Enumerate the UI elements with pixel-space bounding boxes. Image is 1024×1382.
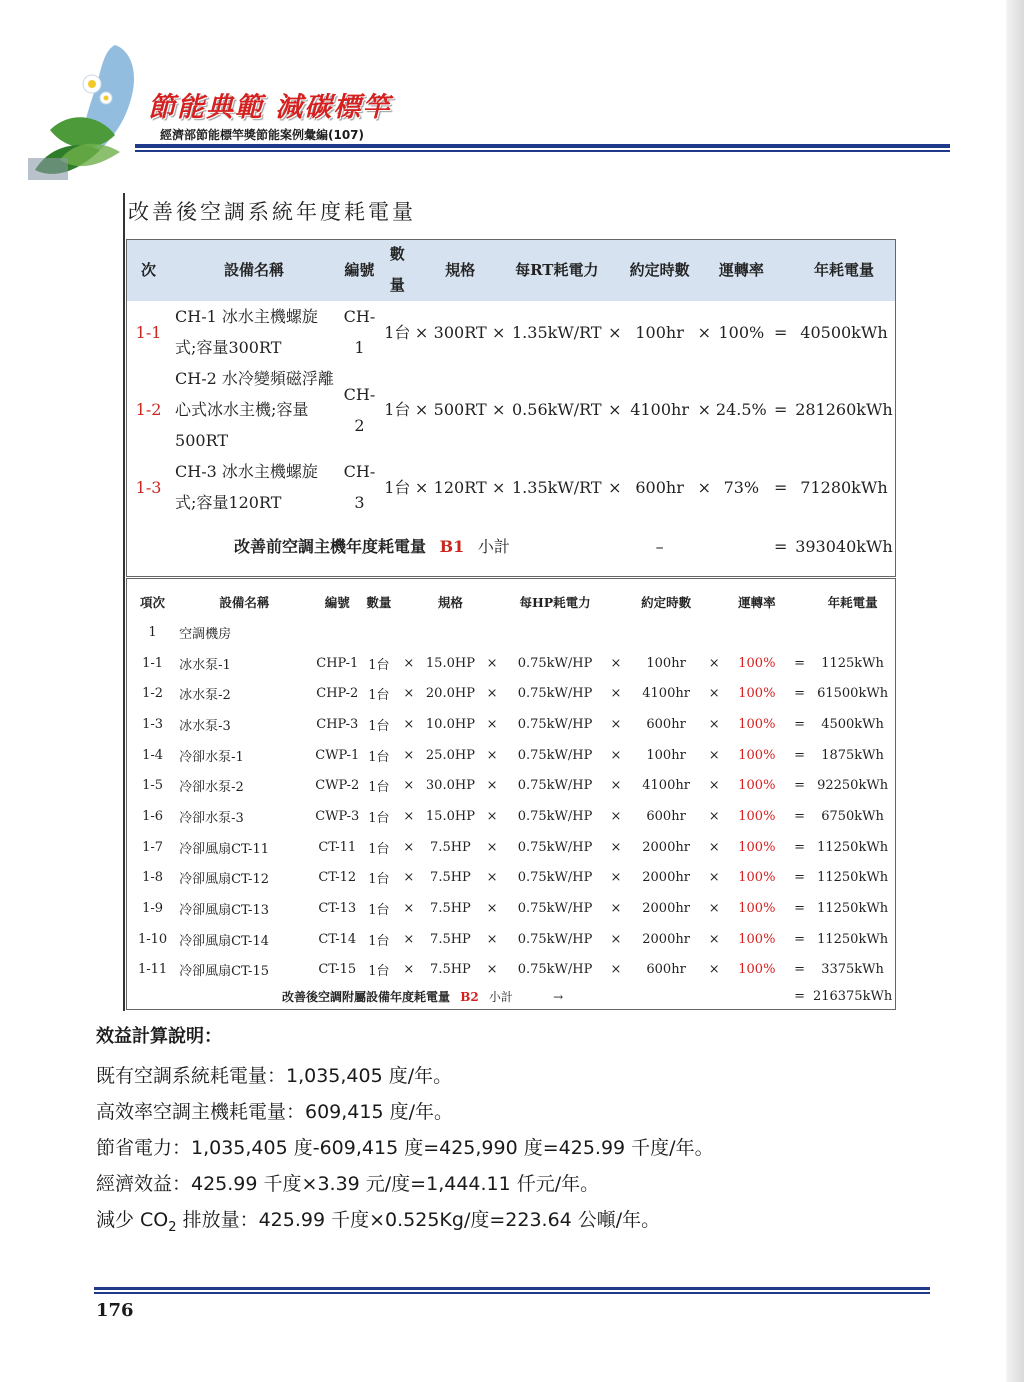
times-sign: × [403,901,415,917]
times-sign: × [608,477,622,497]
equipment-id: CWP-1 [315,747,360,763]
spec: 20.0HP [425,686,475,702]
col-header: 每RT耗電力 [515,260,599,279]
table-row [126,301,896,363]
annual-kwh: 3375kWh [821,962,884,978]
page-number: 176 [96,1300,134,1321]
equipment-id: CT-12 [318,870,357,886]
hours: 2000hr [642,870,690,886]
times-sign: × [610,686,622,702]
power-per-hp: 0.75kW/HP [517,808,593,824]
times-sign: × [610,962,622,978]
quantity: 1台 [368,810,390,826]
times-sign: × [708,870,720,886]
times-sign: × [492,322,506,342]
power-per-rt: 1.35kW/RT [512,477,602,497]
row-no: 1-6 [142,808,164,824]
footer-rule-thin [94,1292,930,1294]
times-sign: × [403,962,415,978]
equipment-id: CWP-2 [315,778,360,794]
times-sign: × [708,778,720,794]
hours: 100hr [646,747,686,763]
table-row [128,648,896,679]
power-per-hp: 0.75kW/HP [517,716,593,732]
quantity: 1台 [368,872,390,888]
subtotal-row [128,985,896,1007]
row-no: 1-4 [142,747,164,763]
equipment-name: 冷卻風扇CT-13 [179,903,269,919]
col-header: 年耗電量 [827,595,878,610]
quantity: 1台 [368,688,390,704]
times-sign: × [610,808,622,824]
operating-rate: 100% [738,870,776,886]
equipment-name: 冷卻風扇CT-15 [179,964,269,980]
equipment-name: 冷卻風扇CT-11 [179,841,269,857]
spec: 500RT [433,400,487,419]
col-header [395,587,423,617]
row-no: 1-1 [142,655,164,671]
table-row [128,740,896,771]
row-no: 1-1 [135,322,162,342]
group-name: 空調機房 [179,626,232,642]
table-row [128,955,896,986]
power-per-hp: 0.75kW/HP [517,901,593,917]
col-header: 年耗電量 [813,260,874,279]
spec: 300RT [433,322,487,342]
hours: 4100hr [642,778,690,794]
operating-rate: 100% [738,839,776,855]
hours: 100hr [635,322,684,342]
operating-rate: 100% [738,931,776,947]
quantity: 1台 [368,903,390,919]
times-sign: × [486,808,498,824]
quantity: 1台 [368,964,390,980]
co2-subscript: 2 [168,1219,177,1235]
subtotal-code: B2 [460,989,479,1004]
times-sign: × [610,839,622,855]
power-per-rt: 1.35kW/RT [512,322,602,342]
spec: 30.0HP [425,778,475,794]
equipment-name: CH-2 水冷變頻磁浮離心式冰水主機;容量500RT [175,369,334,450]
hours: 100hr [646,655,686,671]
spec: 7.5HP [430,901,471,917]
col-header: 數量 [389,245,405,294]
times-sign: × [610,901,622,917]
annual-kwh: 11250kWh [817,839,889,855]
spec: 25.0HP [425,747,475,763]
equipment-id: CHP-3 [316,716,359,732]
times-sign: × [403,839,415,855]
table-row [128,924,896,955]
benefit-title: 效益計算說明： [96,1026,222,1047]
times-sign: × [708,931,720,947]
annual-kwh: 11250kWh [817,901,889,917]
operating-rate: 100% [738,962,776,978]
times-sign: × [610,655,622,671]
power-per-hp: 0.75kW/HP [517,931,593,947]
spec: 120RT [433,477,487,497]
subtotal-code: B1 [439,536,465,556]
benefit-section [96,1022,714,1246]
times-sign: × [403,931,415,947]
quantity: 1台 [384,322,411,342]
annual-kwh: 40500kWh [800,322,888,342]
arrow-icon: → [553,989,564,1004]
quantity: 1台 [368,749,390,765]
table-header-row [128,587,896,617]
equipment-name: CH-1 冰水主機螺旋式;容量300RT [175,307,318,357]
table-row [128,863,896,894]
header-rule-thin [135,150,950,152]
col-header [790,587,809,617]
times-sign: × [414,322,429,342]
operating-rate: 100% [738,747,776,763]
times-sign: × [608,322,622,342]
times-sign: × [610,747,622,763]
table-header-row [126,239,896,301]
table-row [128,709,896,740]
hours: 2000hr [642,839,690,855]
times-sign: × [403,655,415,671]
table-row [126,363,896,456]
annual-kwh: 11250kWh [817,931,889,947]
equals-sign: = [794,901,805,917]
power-per-hp: 0.75kW/HP [517,839,593,855]
equipment-name: 冰水泵-3 [179,718,231,734]
power-per-hp: 0.75kW/HP [517,962,593,978]
subtotal-label [128,985,628,1007]
power-per-hp: 0.75kW/HP [517,778,593,794]
col-header: 次 [141,260,157,279]
col-header [413,239,431,301]
equipment-name: 冰水泵-2 [179,688,231,704]
times-sign: × [708,808,720,824]
col-header [769,239,792,301]
annual-kwh: 11250kWh [817,870,889,886]
times-sign: × [697,322,712,342]
spec: 15.0HP [425,808,475,824]
equals-sign: = [794,870,805,886]
times-sign: × [610,778,622,794]
equipment-id: CH-3 [343,462,376,512]
times-sign: × [492,477,506,497]
taiwan-leaf-logo-icon [20,40,150,190]
times-sign: × [403,808,415,824]
power-per-hp: 0.75kW/HP [517,870,593,886]
row-no: 1-3 [142,716,164,732]
col-header [604,587,627,617]
subtotal-label-text: 改善後空調附屬設備年度耗電量 [282,989,451,1004]
hours: 600hr [646,808,686,824]
row-no: 1-10 [137,931,168,947]
operating-rate: 24.5% [715,400,767,419]
operating-rate: 100% [738,686,776,702]
hours: 2000hr [642,901,690,917]
operating-rate: 100% [738,716,776,732]
equipment-name: 冷卻風扇CT-12 [179,872,269,888]
spec: 7.5HP [430,870,471,886]
col-header: 每HP耗電力 [519,595,591,610]
chiller-energy-table [126,239,896,574]
row-no: 1-5 [142,778,164,794]
times-sign: × [486,778,498,794]
equals-sign: = [773,322,788,342]
annual-kwh: 71280kWh [800,477,888,497]
equipment-name: 冰水泵-1 [179,657,231,673]
equals-sign: = [794,655,805,671]
subtotal-label [126,518,624,574]
times-sign: × [708,962,720,978]
annual-kwh: 92250kWh [817,778,889,794]
times-sign: × [610,716,622,732]
col-header: 數量 [366,595,392,610]
annual-kwh: 1125kWh [821,655,884,671]
equipment-id: CHP-2 [316,686,359,702]
quantity: 1台 [368,933,390,949]
col-header [606,239,624,301]
col-header: 編號 [344,260,375,279]
operating-rate: 100% [738,655,776,671]
col-header: 約定時數 [641,595,692,610]
annual-kwh: 281260kWh [795,400,893,419]
spec: 7.5HP [430,839,471,855]
header-rule [135,144,950,148]
times-sign: × [486,747,498,763]
equipment-id: CT-15 [318,962,357,978]
spec: 15.0HP [425,655,475,671]
times-sign: × [610,931,622,947]
equals-sign: = [794,686,805,702]
col-header: 設備名稱 [219,595,270,610]
benefit-line: 經濟效益：425.99 千度×3.39 元/度=1,444.11 仟元/年。 [96,1173,600,1195]
col-header: 運轉率 [718,260,764,279]
subtotal-dash: – [655,536,664,556]
hours: 4100hr [630,400,689,419]
spec: 7.5HP [430,931,471,947]
row-no: 1-2 [135,400,162,419]
col-header [705,587,724,617]
times-sign: × [610,870,622,886]
footer-rule [94,1287,930,1290]
col-header: 項次 [140,595,166,610]
col-header: 編號 [324,595,350,610]
times-sign: × [414,400,429,419]
section-frame-line [123,193,125,1011]
times-sign: × [486,716,498,732]
equipment-id: CT-11 [318,839,357,855]
equals-sign: = [794,747,805,763]
equipment-id: CWP-3 [315,808,360,824]
hours: 600hr [646,716,686,732]
group-no: 1 [148,624,157,640]
spec: 10.0HP [425,716,475,732]
equals-sign: = [794,931,805,947]
hours: 600hr [635,477,684,497]
table-row [128,893,896,924]
header-subtitle: 經濟部節能標竿獎節能案例彙編(107) [160,128,365,142]
row-no: 1-11 [137,962,168,978]
row-no: 1-7 [142,839,164,855]
operating-rate: 73% [723,477,760,497]
times-sign: × [697,400,712,419]
times-sign: × [486,962,498,978]
operating-rate: 100% [718,322,765,342]
power-per-hp: 0.75kW/HP [517,747,593,763]
equals-sign: = [773,477,788,497]
quantity: 1台 [368,841,390,857]
quantity: 1台 [384,477,411,497]
hours: 2000hr [642,931,690,947]
times-sign: × [486,870,498,886]
subtotal-kwh: 216375kWh [812,988,893,1004]
co2-suffix: 排放量：425.99 千度×0.525Kg/度=223.64 公噸/年。 [176,1209,661,1231]
header-title: 節能典範 減碳標竿 [148,92,392,123]
times-sign: × [403,747,415,763]
group-row [128,617,896,648]
operating-rate: 100% [738,901,776,917]
benefit-line: 既有空調系統耗電量：1,035,405 度/年。 [96,1065,453,1087]
row-no: 1-9 [142,901,164,917]
times-sign: × [403,686,415,702]
equipment-id: CH-2 [343,384,376,435]
times-sign: × [708,655,720,671]
times-sign: × [486,839,498,855]
table-row [128,770,896,801]
section-title: 改善後空調系統年度耗電量 [128,200,416,224]
annual-kwh: 1875kWh [821,747,884,763]
equals-sign: = [794,962,805,978]
equipment-id: CT-13 [318,901,357,917]
row-no: 1-2 [142,686,164,702]
equipment-name: 冷卻風扇CT-14 [179,933,269,949]
equipment-name: 冷卻水泵-1 [179,749,244,765]
times-sign: × [403,716,415,732]
times-sign: × [486,901,498,917]
times-sign: × [492,400,506,419]
subtotal-suffix: 小計 [477,536,510,556]
times-sign: × [403,870,415,886]
operating-rate: 100% [738,778,776,794]
times-sign: × [708,716,720,732]
subtotal-label-text: 改善前空調主機年度耗電量 [234,536,427,556]
col-header [695,239,713,301]
benefit-line-co2 [96,1202,714,1246]
annual-kwh: 6750kWh [821,808,884,824]
col-header: 運轉率 [738,595,776,610]
equals-sign: = [794,839,805,855]
benefit-line: 節省電力：1,035,405 度-609,415 度=425,990 度=425.99 千度/年。 [96,1137,714,1159]
col-header [478,587,506,617]
equipment-name: 冷卻水泵-2 [179,780,244,796]
table-row [128,801,896,832]
equals-sign: = [794,778,805,794]
equals-sign: = [794,808,805,824]
row-no: 1-3 [135,477,162,497]
equals-sign: = [794,716,805,732]
times-sign: × [708,901,720,917]
annual-kwh: 61500kWh [817,686,889,702]
quantity: 1台 [384,400,411,419]
page-header [20,40,940,190]
co2-prefix: 減少 CO [96,1209,169,1231]
times-sign: × [697,477,712,497]
equals-sign: = [794,988,805,1004]
equipment-id: CH-1 [343,307,376,357]
benefit-line: 高效率空調主機耗電量：609,415 度/年。 [96,1101,454,1123]
row-no: 1-8 [142,870,164,886]
page-edge-strip [1006,0,1024,1382]
times-sign: × [708,839,720,855]
power-per-rt: 0.56kW/RT [512,400,602,419]
times-sign: × [708,747,720,763]
col-header: 約定時數 [629,260,690,279]
annual-kwh: 4500kWh [821,716,884,732]
quantity: 1台 [368,780,390,796]
times-sign: × [414,477,429,497]
subtotal-row [126,518,896,574]
quantity: 1台 [368,657,390,673]
power-per-hp: 0.75kW/HP [517,655,593,671]
times-sign: × [403,778,415,794]
table-row [126,456,896,518]
equipment-id: CHP-1 [316,655,359,671]
col-header: 規格 [437,595,463,610]
equipment-id: CT-14 [318,931,357,947]
times-sign: × [608,400,622,419]
auxiliary-energy-table [128,587,896,1007]
col-header: 設備名稱 [223,260,284,279]
subtotal-suffix: 小計 [488,989,513,1004]
quantity: 1台 [368,718,390,734]
table-row [128,832,896,863]
col-header [490,239,508,301]
power-per-hp: 0.75kW/HP [517,686,593,702]
spec: 7.5HP [430,962,471,978]
col-header: 規格 [445,260,476,279]
hours: 4100hr [642,686,690,702]
times-sign: × [708,686,720,702]
equipment-name: 冷卻水泵-3 [179,810,244,826]
operating-rate: 100% [738,808,776,824]
subtotal-kwh: 393040kWh [795,536,893,556]
equipment-name: CH-3 冰水主機螺旋式;容量120RT [175,462,318,512]
table-row [128,678,896,709]
times-sign: × [486,655,498,671]
times-sign: × [486,931,498,947]
equals-sign: = [773,536,788,556]
times-sign: × [486,686,498,702]
hours: 600hr [646,962,686,978]
equals-sign: = [773,400,788,419]
